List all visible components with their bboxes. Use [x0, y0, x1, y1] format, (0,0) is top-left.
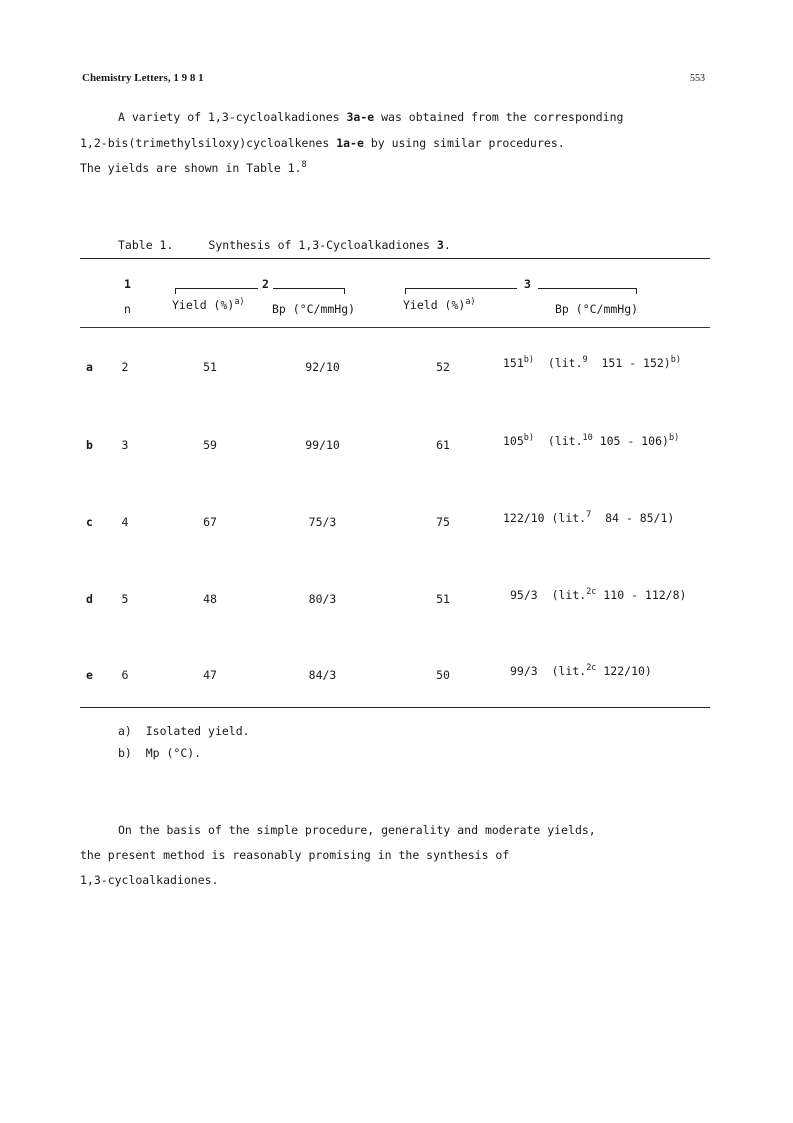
- footnote-a: a) Isolated yield.: [118, 724, 250, 738]
- cell-yield-3: 50: [436, 668, 450, 682]
- table-top-rule: [80, 258, 710, 259]
- cell-yield-2: 48: [203, 592, 217, 606]
- conclusion-line-1: On the basis of the simple procedure, generality and moderate yields,: [118, 823, 596, 837]
- cell-bp-3: 122/10 (lit.$^7$ 84 - 85/1): [503, 510, 675, 525]
- table-caption-label: Table 1.: [118, 238, 174, 252]
- group-header-3: 3: [517, 277, 538, 291]
- intro-line-3: The yields are shown in Table 1.$^8$: [80, 160, 307, 175]
- cell-n: 4: [121, 515, 129, 529]
- row-label: d: [86, 592, 93, 606]
- conclusion-line-2: the present method is reasonably promising in the synthesis of: [80, 848, 510, 862]
- cell-bp-2: 84/3: [308, 668, 337, 682]
- cell-yield-2: 59: [203, 438, 217, 452]
- cell-n: 6: [121, 668, 129, 682]
- cell-bp-3: 105$^{b)}$ (lit.$^{10}$ 105 - 106)$^{b)}$: [503, 433, 680, 448]
- cell-yield-2: 67: [203, 515, 217, 529]
- reference-superscript: 8: [301, 160, 307, 170]
- row-label: e: [86, 668, 93, 682]
- group-header-1: 1: [124, 277, 131, 291]
- table-header-rule: [80, 327, 710, 328]
- group-header-2: 2: [258, 277, 273, 291]
- col-header-yield-2: Yield (%)$^{a)}$: [172, 297, 245, 312]
- cell-bp-2: 92/10: [305, 360, 340, 374]
- intro-line-1: A variety of 1,3-cycloalkadiones 3a-e was obtained from the corresponding: [118, 110, 624, 124]
- table-caption: Table 1. Synthesis of 1,3-Cycloalkadiones 3.: [118, 238, 451, 252]
- cell-bp-3: 151$^{b)}$ (lit.$^9$ 151 - 152)$^{b)}$: [503, 355, 681, 370]
- row-label: b: [86, 438, 93, 452]
- cell-bp-2: 80/3: [308, 592, 337, 606]
- cell-yield-3: 51: [436, 592, 450, 606]
- intro-line-2: 1,2-bis(trimethylsiloxy)cycloalkenes 1a-e by using similar procedures.: [80, 136, 565, 150]
- cell-yield-3: 52: [436, 360, 450, 374]
- cell-n: 5: [121, 592, 129, 606]
- conclusion-line-3: 1,3-cycloalkadiones.: [80, 873, 219, 887]
- footnote-b: b) Mp (°C).: [118, 746, 202, 760]
- cell-yield-3: 61: [436, 438, 450, 452]
- row-label: c: [86, 515, 93, 529]
- cell-n: 2: [121, 360, 129, 374]
- row-label: a: [86, 360, 93, 374]
- page-number: 553: [690, 73, 705, 84]
- cell-bp-2: 75/3: [308, 515, 337, 529]
- cell-n: 3: [121, 438, 129, 452]
- col-header-bp-3: Bp (°C/mmHg): [555, 302, 639, 316]
- col-header-n: n: [124, 302, 131, 316]
- cell-yield-3: 75: [436, 515, 450, 529]
- cell-yield-2: 51: [203, 360, 217, 374]
- col-header-bp-2: Bp (°C/mmHg): [272, 302, 356, 316]
- journal-header: Chemistry Letters, 1 9 8 1: [82, 72, 204, 84]
- cell-bp-3: 95/3 (lit.$^{2c}$ 110 - 112/8): [510, 587, 687, 602]
- table-bottom-rule: [80, 707, 710, 708]
- cell-yield-2: 47: [203, 668, 217, 682]
- cell-bp-3: 99/3 (lit.$^{2c}$ 122/10): [510, 663, 652, 678]
- col-header-yield-3: Yield (%)$^{a)}$: [403, 297, 476, 312]
- cell-bp-2: 99/10: [305, 438, 340, 452]
